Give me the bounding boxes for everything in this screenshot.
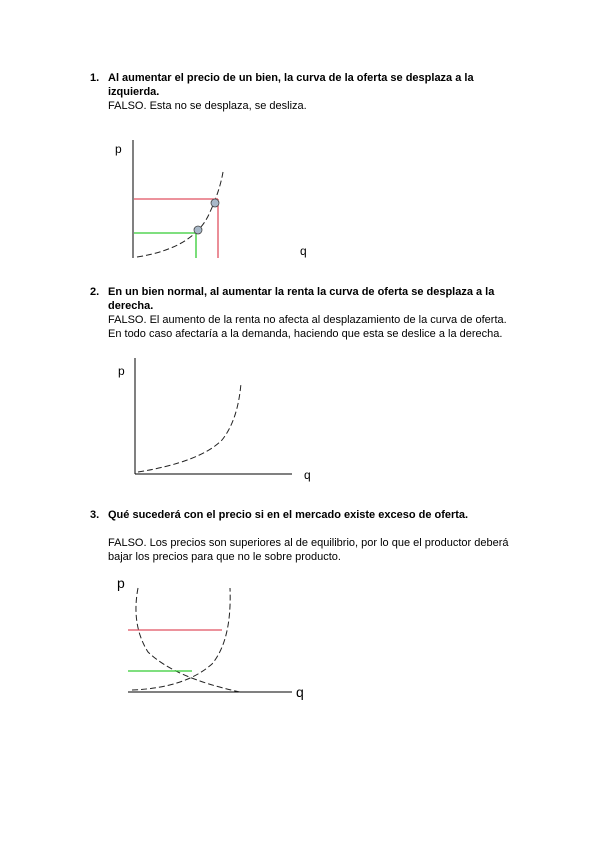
figure-2	[135, 358, 292, 474]
question-number: 1.	[90, 72, 100, 84]
figure-3-supply-curve	[132, 588, 230, 690]
figure-1-upper-point	[211, 199, 219, 207]
figure-1-q-label: q	[300, 244, 307, 258]
figure-3	[128, 588, 292, 692]
answer-text: FALSO. Esta no se desplaza, se desliza.	[108, 100, 307, 112]
figure-2-supply-curve	[138, 383, 241, 472]
question-text: Qué sucederá con el precio si en el mercado existe exceso de oferta.	[108, 509, 469, 521]
figure-3-q-label: q	[296, 684, 304, 700]
figure-1	[133, 140, 223, 258]
question-text: Al aumentar el precio de un bien, la curva de la oferta se desplaza a la izquierda.	[108, 72, 474, 98]
question-number: 2.	[90, 286, 100, 298]
figure-1-p-label: p	[115, 142, 122, 156]
question-number: 3.	[90, 509, 100, 521]
figure-1-lower-point	[194, 226, 202, 234]
answer-text: FALSO. El aumento de la renta no afecta al desplazamiento de la curva de oferta. En todo caso afectaría a la demanda, haciendo que esta se deslice a la derecha.	[108, 314, 507, 340]
figure-2-q-label: q	[304, 468, 311, 482]
figure-2-p-label: p	[118, 364, 125, 378]
figure-1-supply-curve	[137, 172, 223, 257]
figure-3-p-label: p	[117, 575, 125, 591]
answer-text: FALSO. Los precios son superiores al de equilibrio, por lo que el productor deberá bajar los precios para que no le sobre producto.	[108, 537, 509, 563]
question-text: En un bien normal, al aumentar la renta la curva de oferta se desplaza a la derecha.	[108, 286, 495, 312]
